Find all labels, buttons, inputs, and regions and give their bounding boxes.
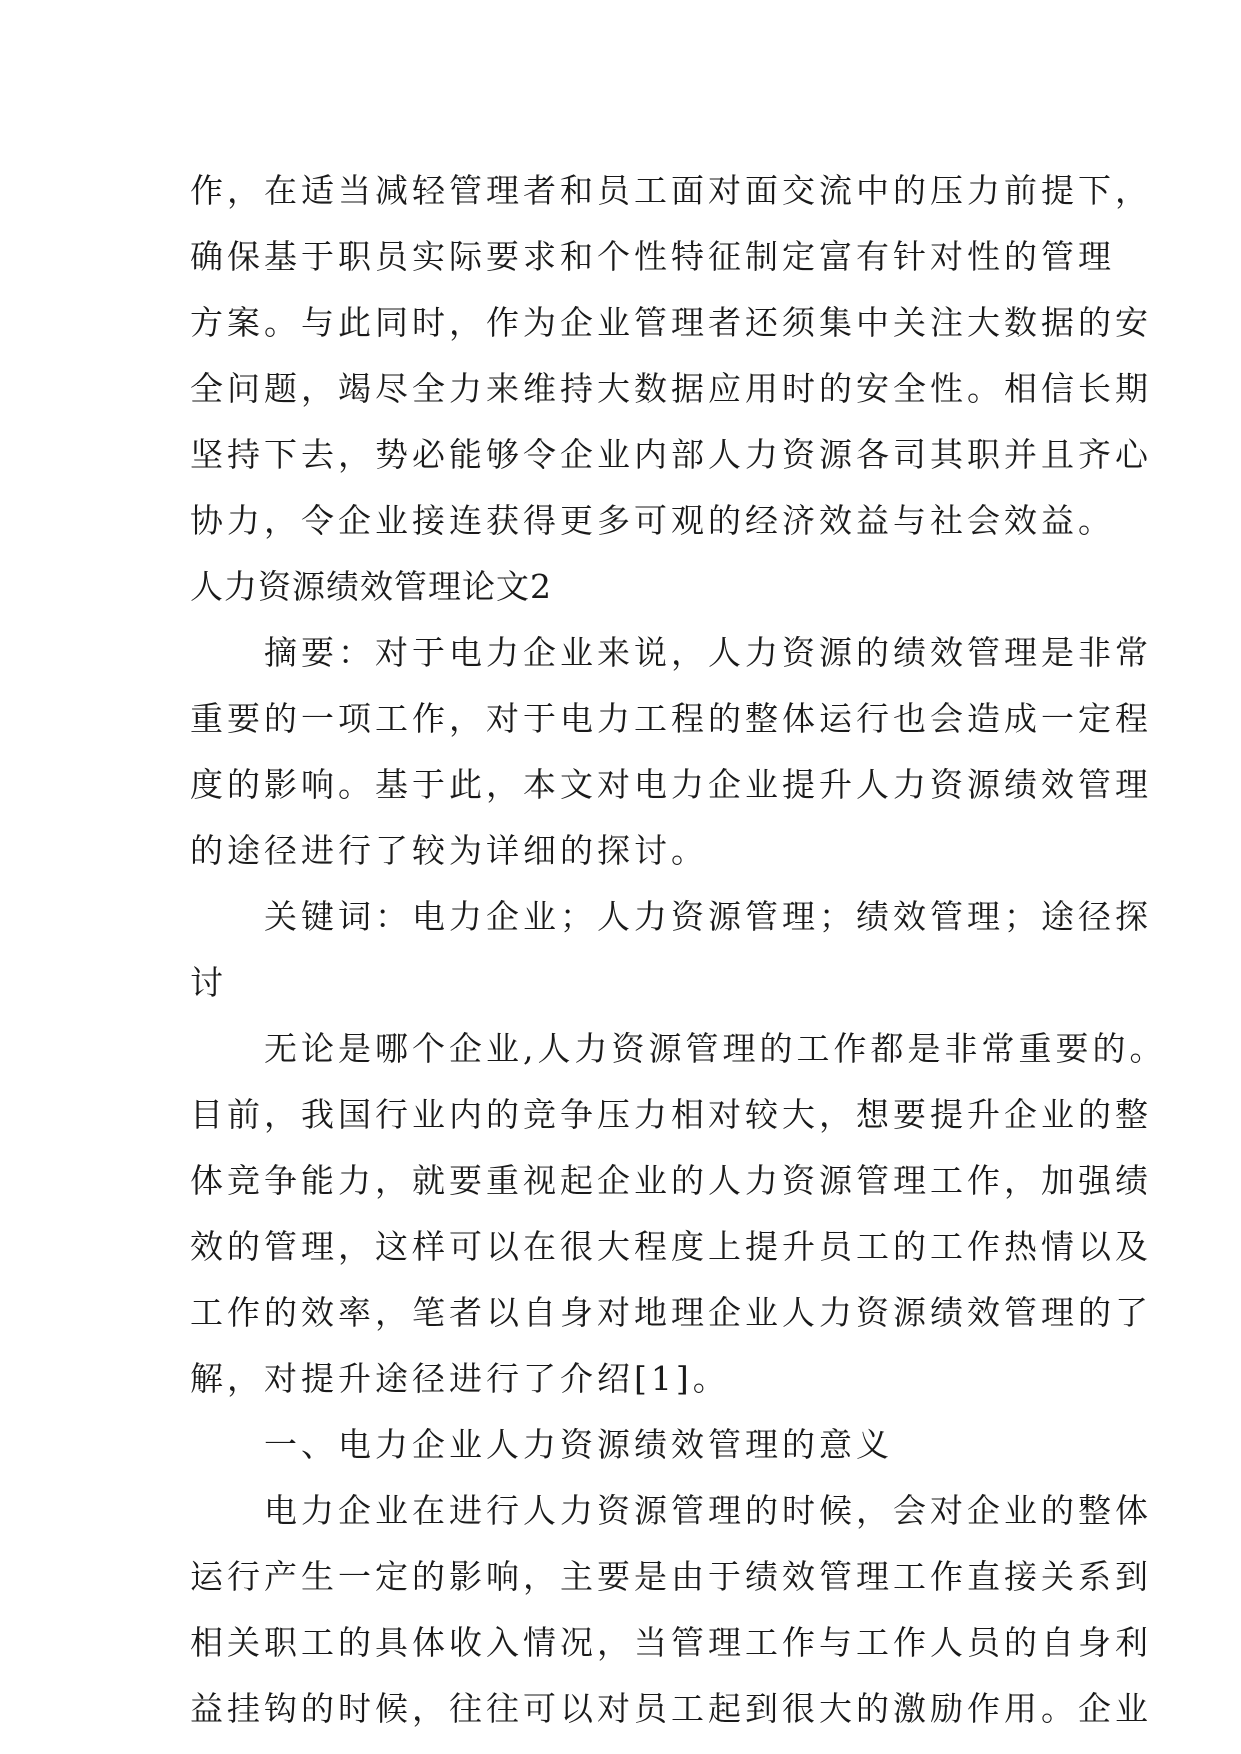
text-line: 讨 xyxy=(190,963,227,1002)
section-heading: 一、电力企业人力资源绩效管理的意义 xyxy=(190,1425,893,1464)
text-line: 确保基于职员实际要求和个性特征制定富有针对性的管理 xyxy=(190,237,1115,276)
text-line: 的途径进行了较为详细的探讨。 xyxy=(190,831,708,870)
keywords-line: 关键词：电力企业；人力资源管理；绩效管理；途径探 xyxy=(190,897,1152,936)
text-line: 效的管理，这样可以在很大程度上提升员工的工作热情以及 xyxy=(190,1227,1152,1266)
text-line: 度的影响。基于此，本文对电力企业提升人力资源绩效管理 xyxy=(190,765,1152,804)
text-line: 体竞争能力，就要重视起企业的人力资源管理工作，加强绩 xyxy=(190,1161,1152,1200)
text-line: 工作的效率，笔者以自身对地理企业人力资源绩效管理的了 xyxy=(190,1293,1152,1332)
text-line: 协力，令企业接连获得更多可观的经济效益与社会效益。 xyxy=(190,501,1115,540)
text-line: 益挂钩的时候，往往可以对员工起到很大的激励作用。企业 xyxy=(190,1689,1152,1728)
text-line: 摘要：对于电力企业来说，人力资源的绩效管理是非常 xyxy=(190,633,1152,672)
text-line: 目前，我国行业内的竞争压力相对较大，想要提升企业的整 xyxy=(190,1095,1152,1134)
text-line: 方案。与此同时，作为企业管理者还须集中关注大数据的安 xyxy=(190,303,1152,342)
text-line: 坚持下去，势必能够令企业内部人力资源各司其职并且齐心 xyxy=(190,435,1152,474)
section-title: 人力资源绩效管理论文2 xyxy=(190,567,552,606)
text-line: 运行产生一定的影响，主要是由于绩效管理工作直接关系到 xyxy=(190,1557,1152,1596)
text-line: 无论是哪个企业,人力资源管理的工作都是非常重要的。 xyxy=(190,1029,1167,1068)
text-line: 作，在适当减轻管理者和员工面对面交流中的压力前提下， xyxy=(190,171,1152,210)
text-line: 重要的一项工作，对于电力工程的整体运行也会造成一定程 xyxy=(190,699,1152,738)
text-line: 相关职工的具体收入情况，当管理工作与工作人员的自身利 xyxy=(190,1623,1152,1662)
text-line: 电力企业在进行人力资源管理的时候，会对企业的整体 xyxy=(190,1491,1152,1530)
text-line: 解，对提升途径进行了介绍[1]。 xyxy=(190,1359,730,1398)
document-body xyxy=(190,158,1167,1742)
text-line: 全问题，竭尽全力来维持大数据应用时的安全性。相信长期 xyxy=(190,369,1152,408)
